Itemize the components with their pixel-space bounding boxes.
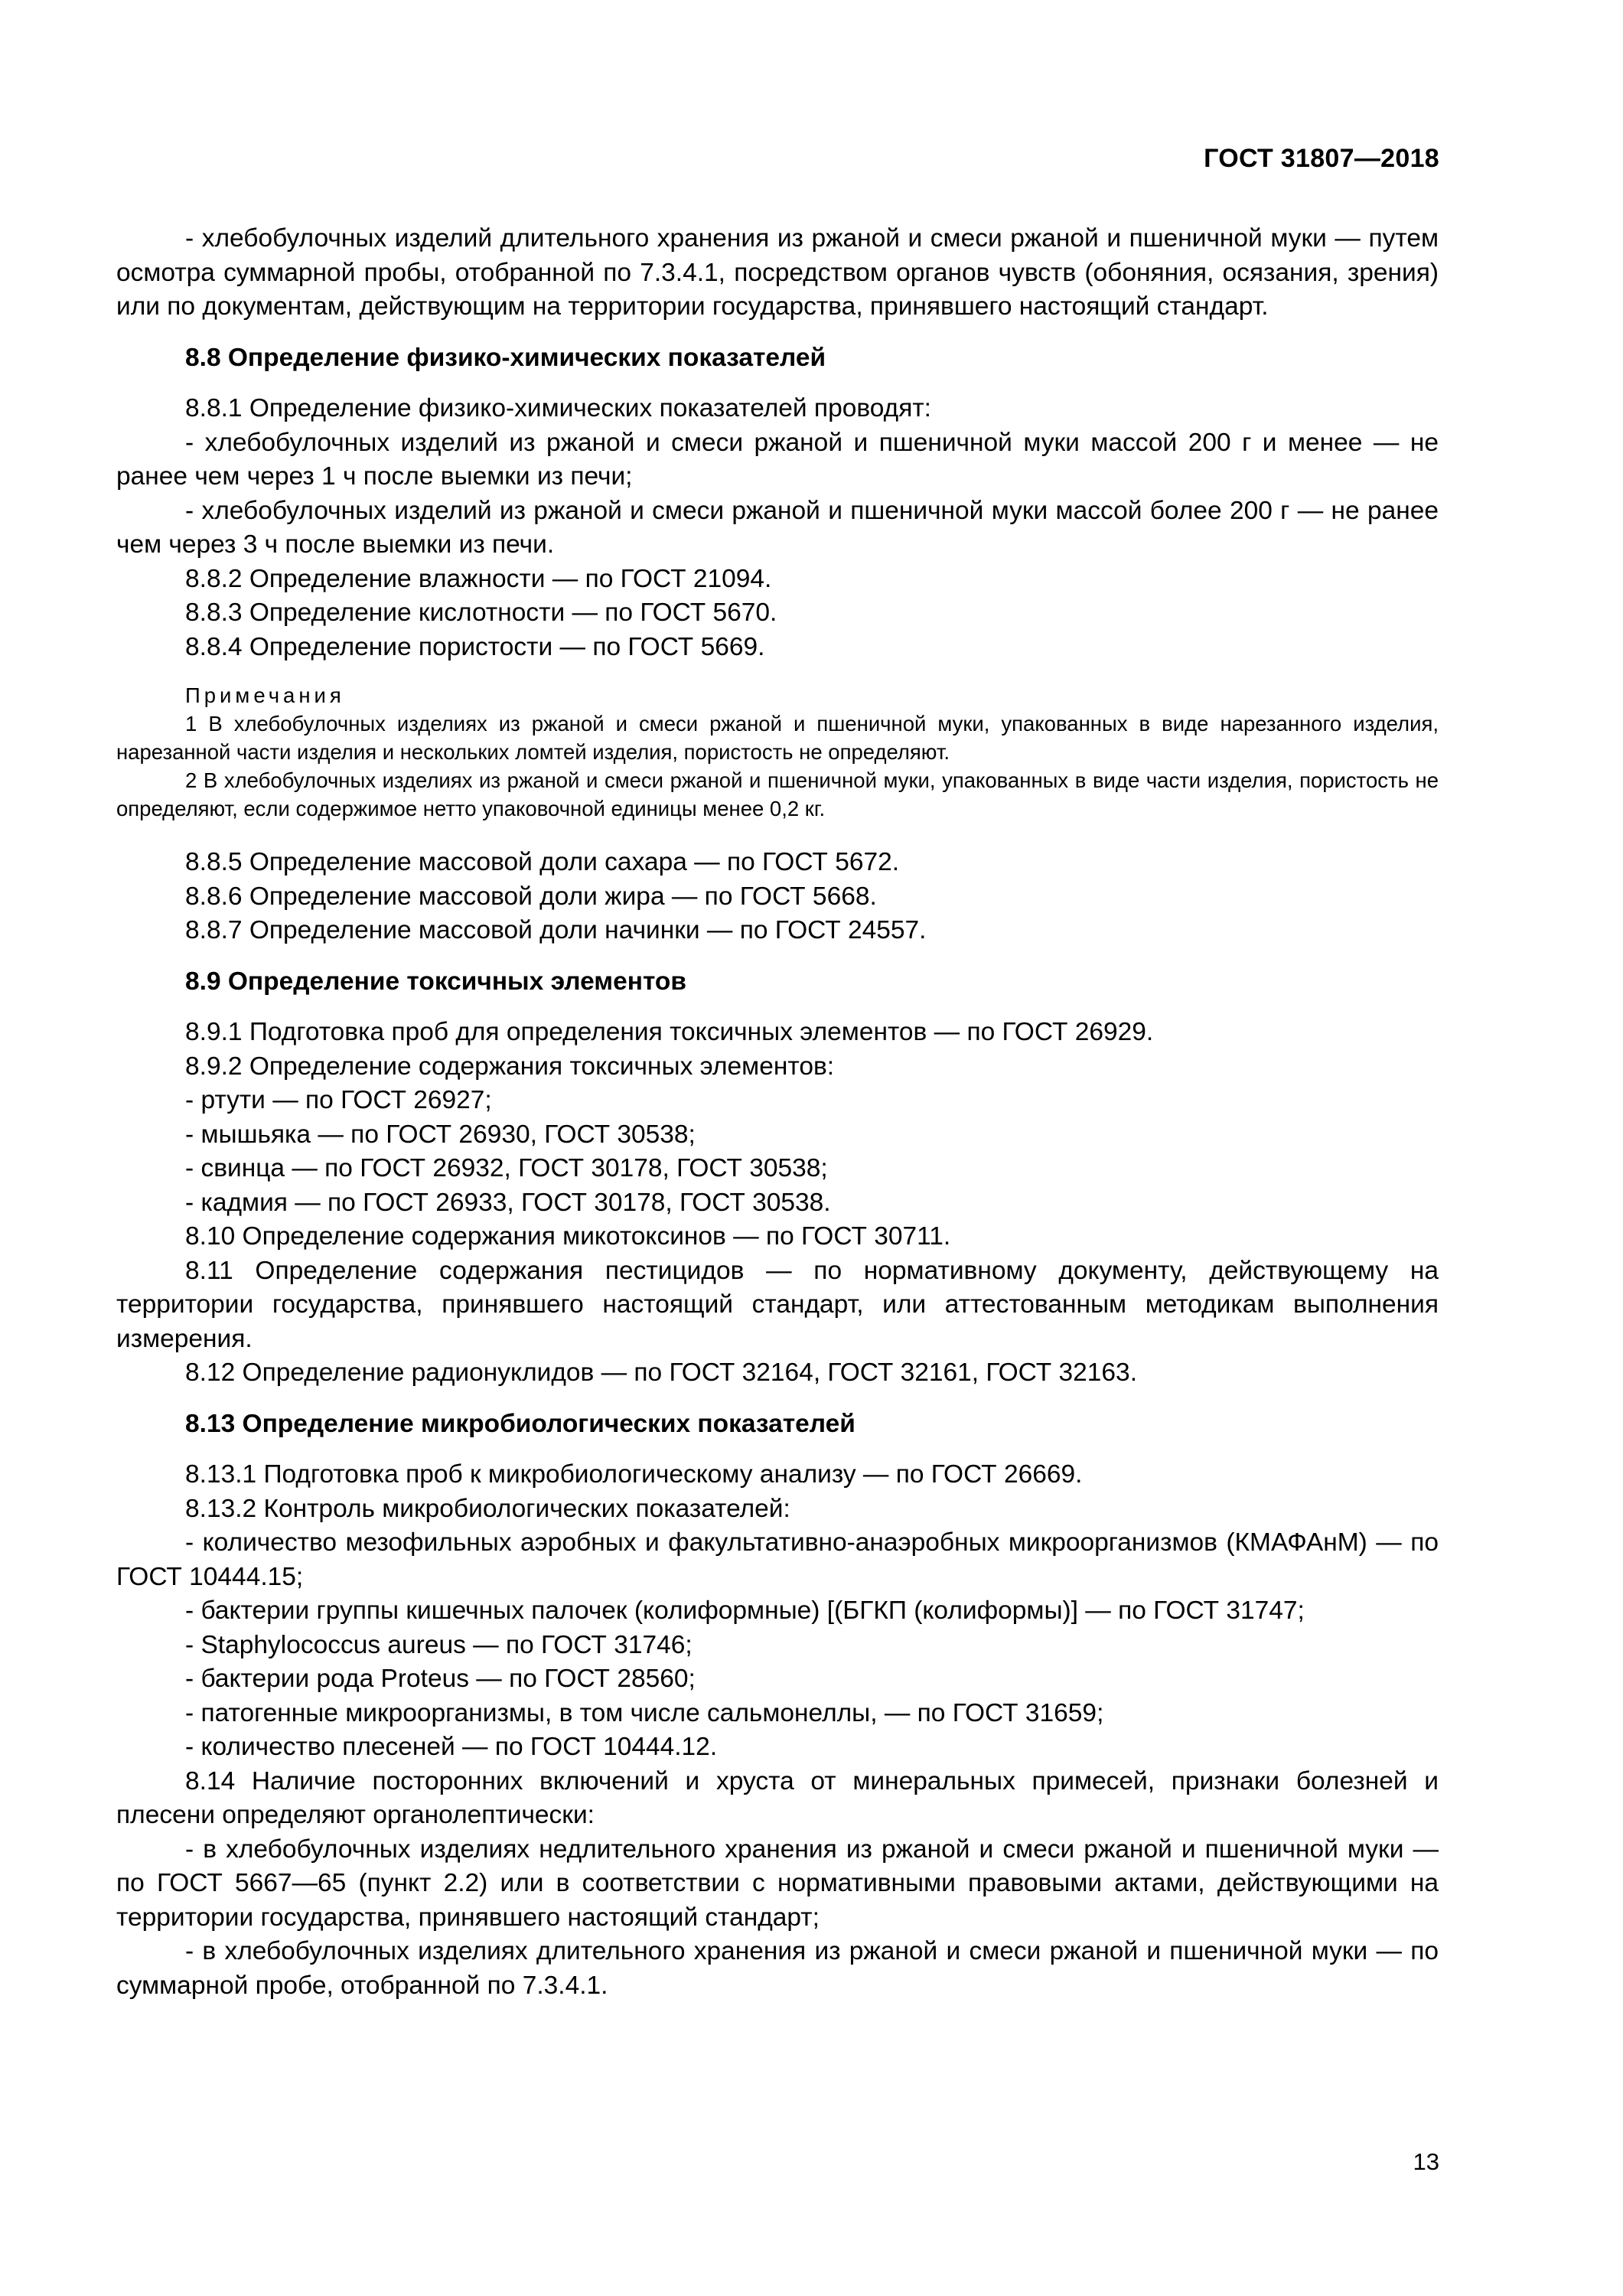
paragraph: - ртути — по ГОСТ 26927; [185, 1086, 492, 1114]
page-number: 13 [1413, 2148, 1439, 2175]
paragraph: 8.8.2 Определение влажности — по ГОСТ 21094. [185, 564, 772, 593]
note-item: 1 В хлебобулочных изделиях из ржаной и смеси ржаной и пшеничной муки, упакованных в виде нарезанного изделия, нарезанной части изделия и нескольких ломтей изделия, пористость не определяют. [116, 712, 1439, 764]
paragraph: 8.13.2 Контроль микробиологических показателей: [185, 1494, 790, 1523]
note-item: 2 В хлебобулочных изделиях из ржаной и смеси ржаной и пшеничной муки, упакованных в виде части изделия, пористость не определяют, если содержимое нетто упаковочной единицы менее 0,2 кг. [116, 768, 1439, 820]
paragraph: - в хлебобулочных изделиях недлительного хранения из ржаной и смеси ржаной и пшеничной муки — по ГОСТ 5667—65 (пункт 2.2) или в соответствии с нормативными правовыми актами, действующими на территории государства, принявшего настоящий стандарт; [116, 1835, 1439, 1932]
paragraph: 8.8.6 Определение массовой доли жира — по ГОСТ 5668. [185, 882, 877, 911]
paragraph: 8.8.7 Определение массовой доли начинки — по ГОСТ 24557. [185, 916, 927, 944]
paragraph: 8.9.2 Определение содержания токсичных элементов: [185, 1052, 835, 1081]
paragraph: 8.8.3 Определение кислотности — по ГОСТ 5670. [185, 598, 777, 627]
section-heading: 8.13 Определение микробиологических показателей [185, 1409, 855, 1438]
paragraph: 8.14 Наличие посторонних включений и хруста от минеральных примесей, признаки болезней и плесени определяют органолептически: [116, 1766, 1439, 1829]
paragraph: - хлебобулочных изделий из ржаной и смеси ржаной и пшеничной муки массой более 200 г — не ранее чем через 3 ч после выемки из печи. [116, 496, 1439, 559]
paragraph: - бактерии группы кишечных палочек (колиформные) [(БГКП (колиформы)] — по ГОСТ 31747; [185, 1596, 1305, 1625]
paragraph: 8.13.1 Подготовка проб к микробиологическому анализу — по ГОСТ 26669. [185, 1460, 1083, 1489]
document-body [116, 222, 1439, 2003]
paragraph: - в хлебобулочных изделиях длительного хранения из ржаной и смеси ржаной и пшеничной муки — по суммарной пробе, отобранной по 7.3.4.1. [116, 1937, 1439, 2000]
paragraph: 8.10 Определение содержания микотоксинов — по ГОСТ 30711. [185, 1222, 951, 1251]
paragraph: 8.8.4 Определение пористости — по ГОСТ 5669. [185, 632, 765, 661]
paragraph: 8.12 Определение радионуклидов — по ГОСТ 32164, ГОСТ 32161, ГОСТ 32163. [185, 1358, 1137, 1387]
paragraph: - кадмия — по ГОСТ 26933, ГОСТ 30178, ГОСТ 30538. [185, 1188, 831, 1217]
paragraph: - количество плесеней — по ГОСТ 10444.12. [185, 1733, 718, 1761]
section-heading: 8.8 Определение физико-химических показателей [185, 343, 826, 372]
paragraph: - свинца — по ГОСТ 26932, ГОСТ 30178, ГОСТ 30538; [185, 1154, 828, 1182]
paragraph: 8.8.5 Определение массовой доли сахара — по ГОСТ 5672. [185, 848, 900, 876]
paragraph: 8.9.1 Подготовка проб для определения токсичных элементов — по ГОСТ 26929. [185, 1018, 1154, 1046]
paragraph: - хлебобулочных изделий из ржаной и смеси ржаной и пшеничной муки массой 200 г и менее — не ранее чем через 1 ч после выемки из печи; [116, 428, 1439, 491]
paragraph: 8.8.1 Определение физико-химических показателей проводят: [185, 394, 931, 422]
notes-title: Примечания [185, 683, 345, 707]
notes-block [116, 681, 1439, 823]
paragraph: 8.11 Определение содержания пестицидов — по нормативному документу, действующему на территории государства, принявшего настоящий стандарт, или аттестованным методикам выполнения измерения. [116, 1256, 1439, 1353]
paragraph: - патогенные микроорганизмы, в том числе сальмонеллы, — по ГОСТ 31659; [185, 1698, 1104, 1727]
section-heading: 8.9 Определение токсичных элементов [185, 967, 686, 996]
document-header: ГОСТ 31807—2018 [1204, 144, 1439, 173]
paragraph: - мышьяка — по ГОСТ 26930, ГОСТ 30538; [185, 1120, 696, 1149]
paragraph: - хлебобулочных изделий длительного хранения из ржаной и смеси ржаной и пшеничной муки — путем осмотра суммарной пробы, отобранной по 7.3.4.1, посредством органов чувств (обоняния, осязания, зрения) или по документам, действующим на территории государства, принявшего настоящий стандарт. [116, 224, 1439, 321]
paragraph: - бактерии рода Proteus — по ГОСТ 28560; [185, 1665, 696, 1693]
paragraph: - количество мезофильных аэробных и факультативно-анаэробных микроорганизмов (КМАФАнМ) — по ГОСТ 10444.15; [116, 1528, 1439, 1591]
paragraph: - Staphylococcus aureus — по ГОСТ 31746; [185, 1630, 693, 1659]
